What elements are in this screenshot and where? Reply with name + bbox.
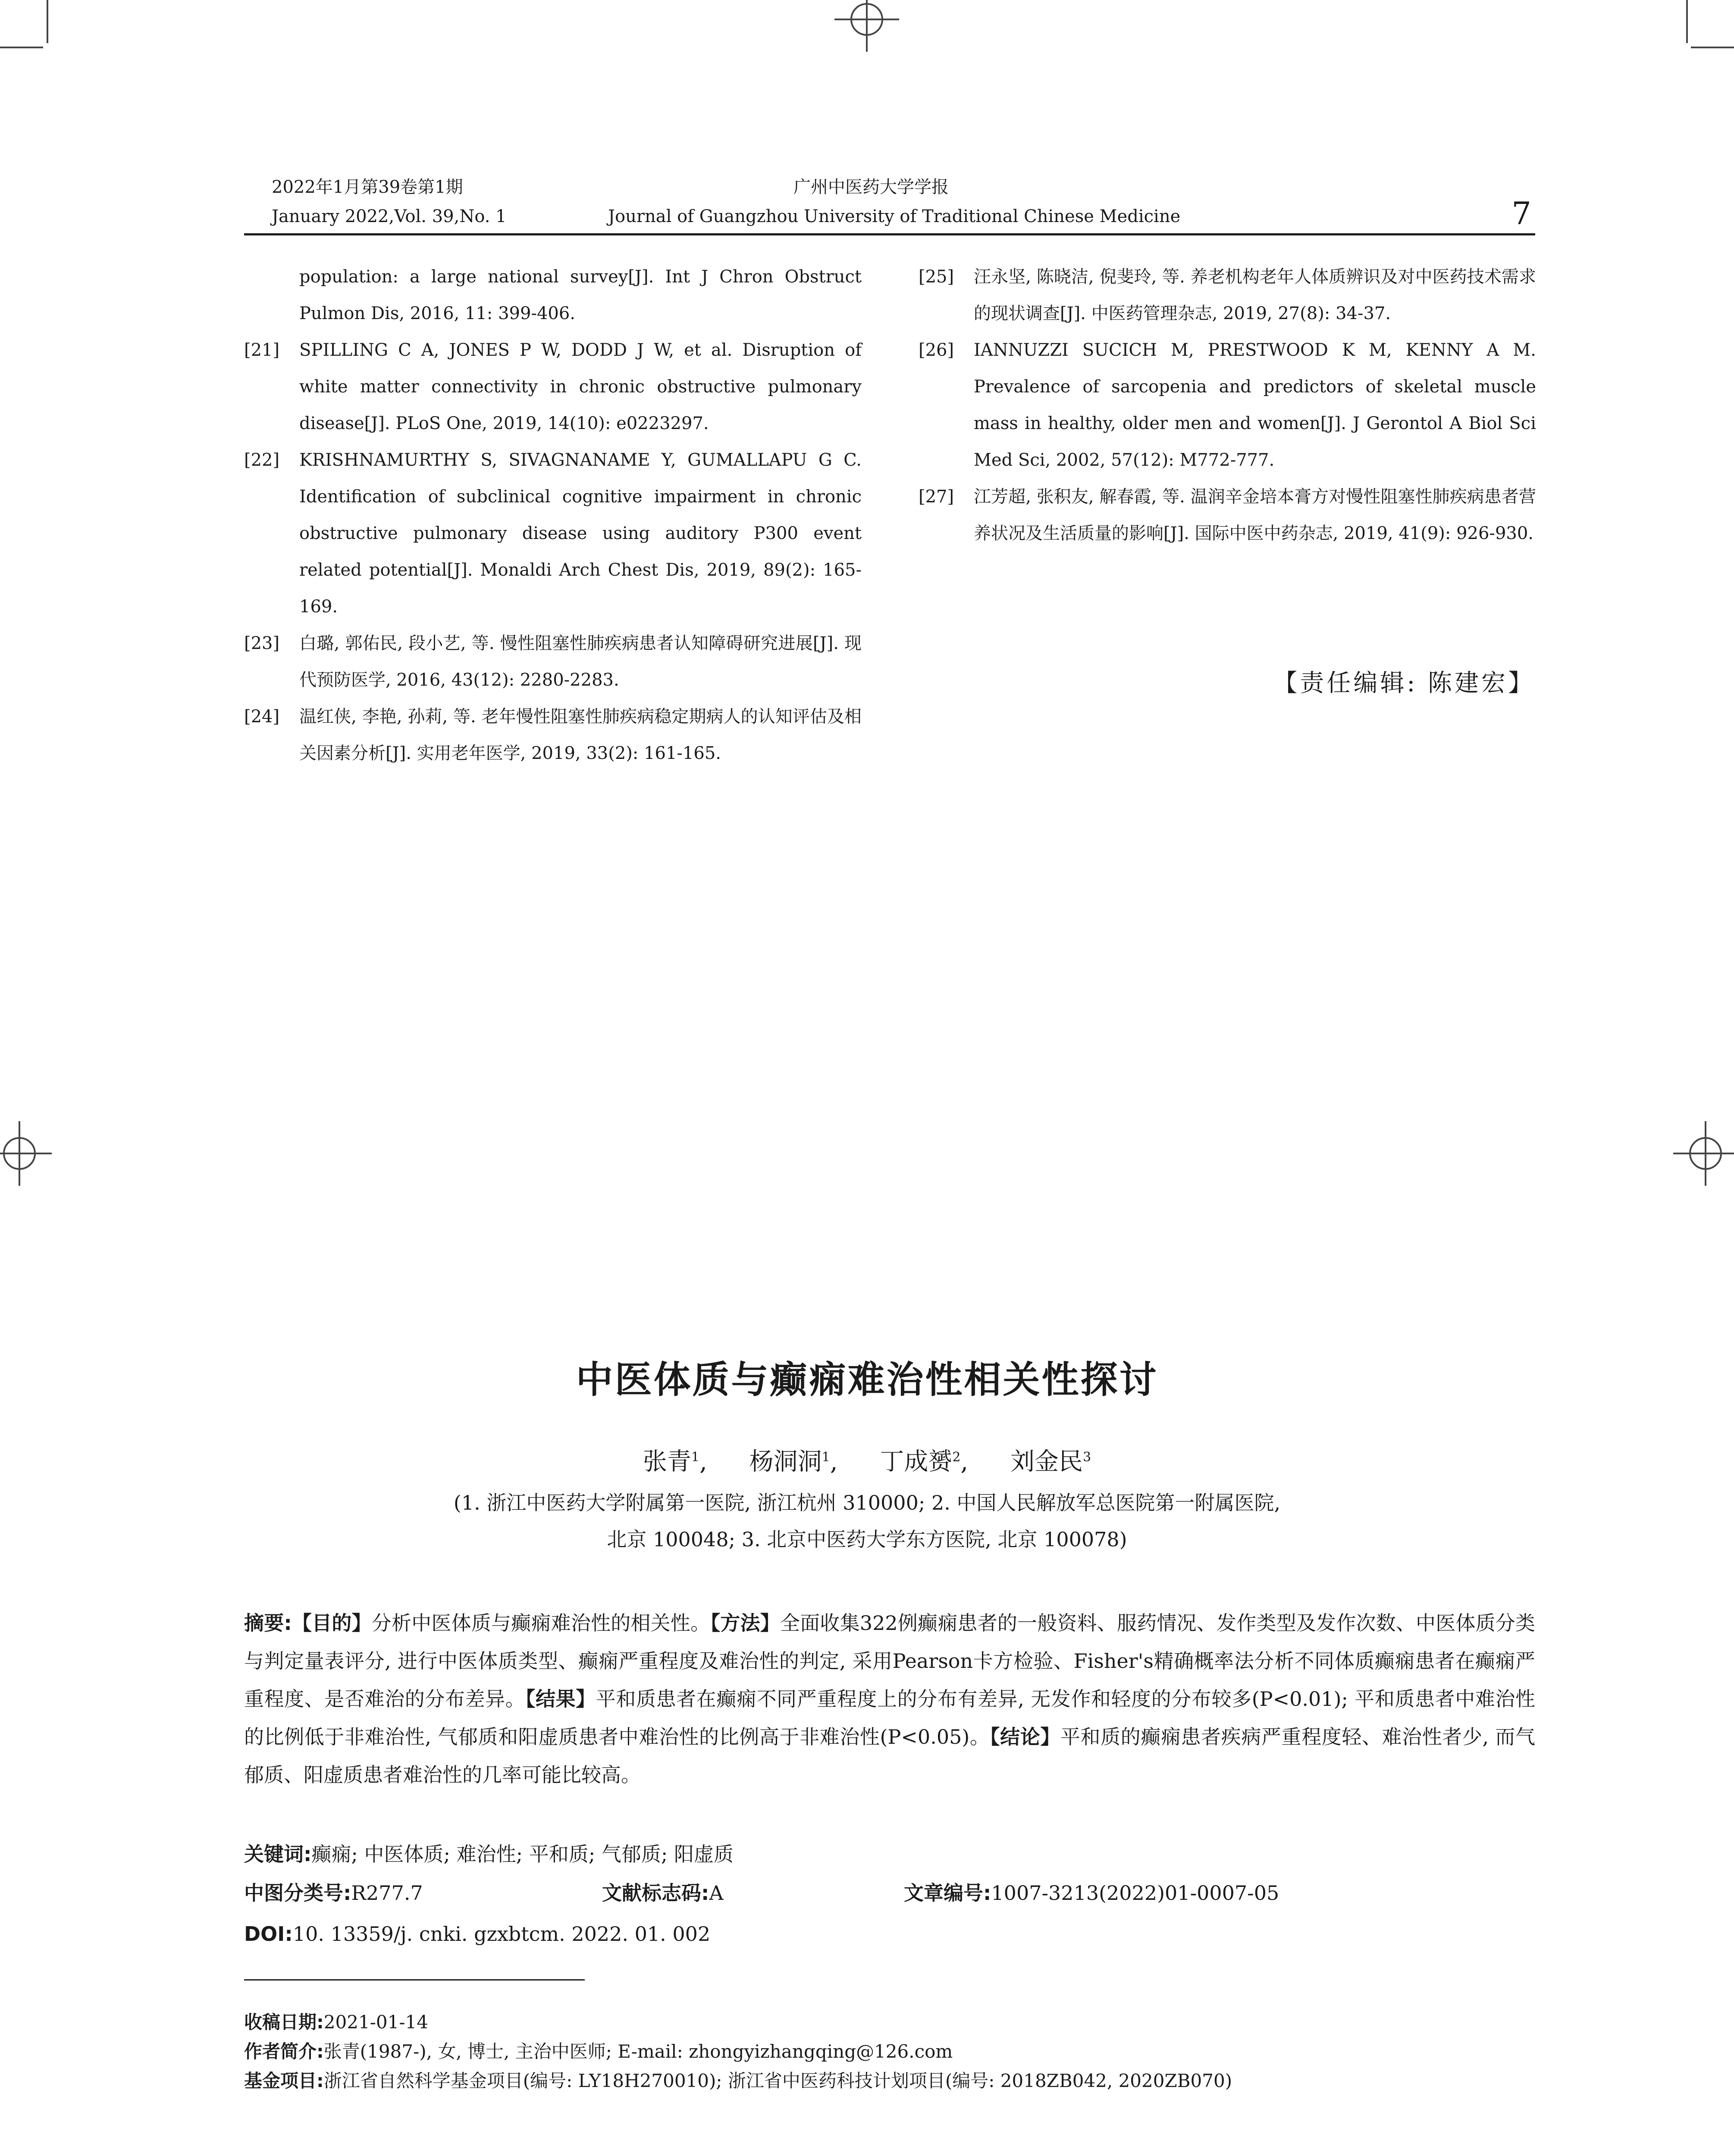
doc-code-label: 文献标志码: xyxy=(602,1881,709,1905)
clc-field xyxy=(244,1880,423,1906)
crop-mark xyxy=(47,0,48,43)
received-value: 2021-01-14 xyxy=(323,2012,428,2033)
reference-text: KRISHNAMURTHY S, SIVAGNANAME Y, GUMALLAPU G C. Identification of subclinical cognitive impairment in chronic obstructive pulmonary disease using auditory P300 event related potential[J]. Monaldi Arch Chest Dis, 2019, 89(2): 165-169. xyxy=(299,450,862,617)
page-number: 7 xyxy=(1511,195,1531,232)
article-title: 中医体质与癫痫难治性相关性探讨 xyxy=(576,1358,1158,1401)
footnote-author xyxy=(244,2040,953,2064)
author-name: 杨洞洞 xyxy=(749,1448,822,1476)
crop-mark xyxy=(1691,47,1734,48)
classification-row xyxy=(244,1880,1535,1906)
registration-mark-top xyxy=(834,0,899,52)
reference-number: [26] xyxy=(919,340,954,360)
objective-text: 分析中医体质与癫痫难治性的相关性。 xyxy=(371,1611,711,1635)
registration-mark-left xyxy=(0,1121,52,1186)
author-separator: , xyxy=(960,1448,969,1476)
footnote-fund xyxy=(244,2069,1232,2093)
abstract-label: 摘要: xyxy=(244,1611,292,1635)
reference-item xyxy=(919,479,1536,552)
author-info-value: 张青(1987-), 女, 博士, 主治中医师; E-mail: zhongyizhangqing@126.com xyxy=(323,2041,953,2062)
reference-item xyxy=(244,625,862,699)
reference-item xyxy=(244,442,862,625)
author-name: 丁成赟 xyxy=(880,1448,953,1476)
reference-text: 汪永坚, 陈晓洁, 倪斐玲, 等. 养老机构老年人体质辨识及对中医药技术需求的现状调查[J]. 中医药管理杂志, 2019, 27(8): 34-37. xyxy=(974,267,1536,323)
reference-item xyxy=(244,699,862,772)
reference-item xyxy=(244,332,862,442)
article-number-label: 文章编号: xyxy=(904,1881,991,1905)
references-left xyxy=(244,259,862,772)
issue-en: January 2022,Vol. 39,No. 1 xyxy=(272,207,507,226)
reference-item xyxy=(919,332,1536,479)
reference-number: [24] xyxy=(244,707,280,727)
conclusion-text: 平和质的癫痫患者疾病严重程度轻、难治性者少, 而气郁质、阳虚质患者难治性的几率可能比较高。 xyxy=(244,1725,1535,1786)
author-name: 张青 xyxy=(643,1448,691,1476)
author xyxy=(880,1442,968,1477)
reference-number xyxy=(244,259,299,332)
issue-cn: 2022年1月第39卷第1期 xyxy=(272,177,463,197)
references-right xyxy=(919,259,1536,552)
reference-text: population: a large national survey[J]. Int J Chron Obstruct Pulmon Dis, 2016, 11: 399-406. xyxy=(299,267,862,323)
doc-code-value: A xyxy=(709,1881,724,1905)
author xyxy=(749,1442,838,1477)
abstract xyxy=(244,1604,1535,1794)
author-affiliation-mark: 1 xyxy=(691,1450,699,1465)
methods-label: 【方法】 xyxy=(710,1611,781,1635)
journal-name-en: Journal of Guangzhou University of Traditional Chinese Medicine xyxy=(608,207,1181,226)
fund-label: 基金项目: xyxy=(244,2070,324,2091)
results-label: 【结果】 xyxy=(525,1687,596,1711)
objective-label: 【目的】 xyxy=(292,1611,372,1635)
doi-row xyxy=(244,1921,710,1947)
reference-number: [22] xyxy=(244,450,280,470)
doi-value: 10. 13359/j. cnki. gzxbtcm. 2022. 01. 002 xyxy=(292,1922,711,1946)
doc-code-field xyxy=(602,1880,724,1906)
keywords-row xyxy=(244,1841,734,1867)
reference-item xyxy=(919,259,1536,332)
reference-text: 江芳超, 张积友, 解春霞, 等. 温润辛金培本膏方对慢性阻塞性肺疾病患者营养状况及生活质量的影响[J]. 国际中医中药杂志, 2019, 41(9): 926-930. xyxy=(974,487,1536,543)
clc-value: R277.7 xyxy=(351,1881,423,1905)
footnote-rule xyxy=(244,1979,585,1981)
received-label: 收稿日期: xyxy=(244,2012,324,2033)
reference-text: 白璐, 郭佑民, 段小艺, 等. 慢性阻塞性肺疾病患者认知障碍研究进展[J]. 现代预防医学, 2016, 43(12): 2280-2283. xyxy=(299,633,862,690)
reference-text: SPILLING C A, JONES P W, DODD J W, et al. Disruption of white matter connectivity in chronic obstructive pulmonary disease[J]. PLoS One, 2019, 14(10): e0223297. xyxy=(299,340,862,433)
author-list xyxy=(0,1442,1734,1477)
doi-label: DOI: xyxy=(244,1922,293,1946)
crop-mark xyxy=(1686,0,1688,43)
author-separator: , xyxy=(830,1448,838,1476)
author-separator: , xyxy=(699,1448,707,1476)
registration-mark-right xyxy=(1673,1121,1734,1186)
clc-label: 中图分类号: xyxy=(244,1881,351,1905)
footnote-received xyxy=(244,2010,428,2034)
crop-mark xyxy=(0,47,43,48)
header-rule xyxy=(244,233,1535,235)
reference-item xyxy=(244,259,862,332)
author-name: 刘金民 xyxy=(1010,1448,1083,1476)
reference-number: [21] xyxy=(244,340,280,360)
reference-text: IANNUZZI SUCICH M, PRESTWOOD K M, KENNY A M. Prevalence of sarcopenia and predictors of skeletal muscle mass in healthy, older men and women[J]. J Gerontol A Biol Sci Med Sci, 2002, 57(12): M772-777. xyxy=(974,340,1536,470)
conclusion-label: 【结论】 xyxy=(990,1725,1060,1749)
reference-number: [25] xyxy=(919,267,954,287)
reference-text: 温红侠, 李艳, 孙莉, 等. 老年慢性阻塞性肺疾病稳定期病人的认知评估及相关因素分析[J]. 实用老年医学, 2019, 33(2): 161-165. xyxy=(299,707,862,763)
fund-value: 浙江省自然科学基金项目(编号: LY18H270010); 浙江省中医药科技计划项目(编号: 2018ZB042, 2020ZB070) xyxy=(323,2070,1232,2091)
responsible-editor: 【责任编辑: 陈建宏】 xyxy=(1273,669,1535,697)
keywords-label: 关键词: xyxy=(244,1843,312,1866)
reference-number: [27] xyxy=(919,487,954,507)
keywords-text: 癫痫; 中医体质; 难治性; 平和质; 气郁质; 阳虚质 xyxy=(311,1843,734,1866)
article-number-value: 1007-3213(2022)01-0007-05 xyxy=(991,1881,1279,1905)
author xyxy=(643,1442,707,1477)
journal-name-cn: 广州中医药大学学报 xyxy=(793,177,949,197)
affiliation-line-1: (1. 浙江中医药大学附属第一医院, 浙江杭州 310000; 2. 中国人民解放军总医院第一附属医院, xyxy=(453,1491,1281,1514)
reference-number: [23] xyxy=(244,633,280,653)
author-affiliation-mark: 2 xyxy=(952,1450,961,1465)
article-number-field xyxy=(904,1880,1279,1906)
author xyxy=(1010,1442,1091,1477)
affiliation-line-2: 北京 100048; 3. 北京中医药大学东方医院, 北京 100078) xyxy=(607,1528,1127,1551)
methods-text: 全面收集322例癫痫患者的一般资料、服药情况、发作类型及发作次数、中医体质分类与判定量表评分, 进行中医体质类型、癫痫严重程度及难治性的判定, 采用Pearson卡方检验、Fisher's精确概率法分析不同体质癫痫患者在癫痫严重程度、是否难治的分布差异。 xyxy=(244,1611,1536,1711)
author-info-label: 作者简介: xyxy=(244,2041,324,2062)
results-text: 平和质患者在癫痫不同严重程度上的分布有差异, 无发作和轻度的分布较多(P<0.01); 平和质患者中难治性的比例低于非难治性, 气郁质和阳虚质患者中难治性的比例高于非难治性(P<0.05)。 xyxy=(244,1687,1535,1749)
author-affiliation-mark: 3 xyxy=(1083,1450,1091,1465)
author-affiliation-mark: 1 xyxy=(822,1450,830,1465)
